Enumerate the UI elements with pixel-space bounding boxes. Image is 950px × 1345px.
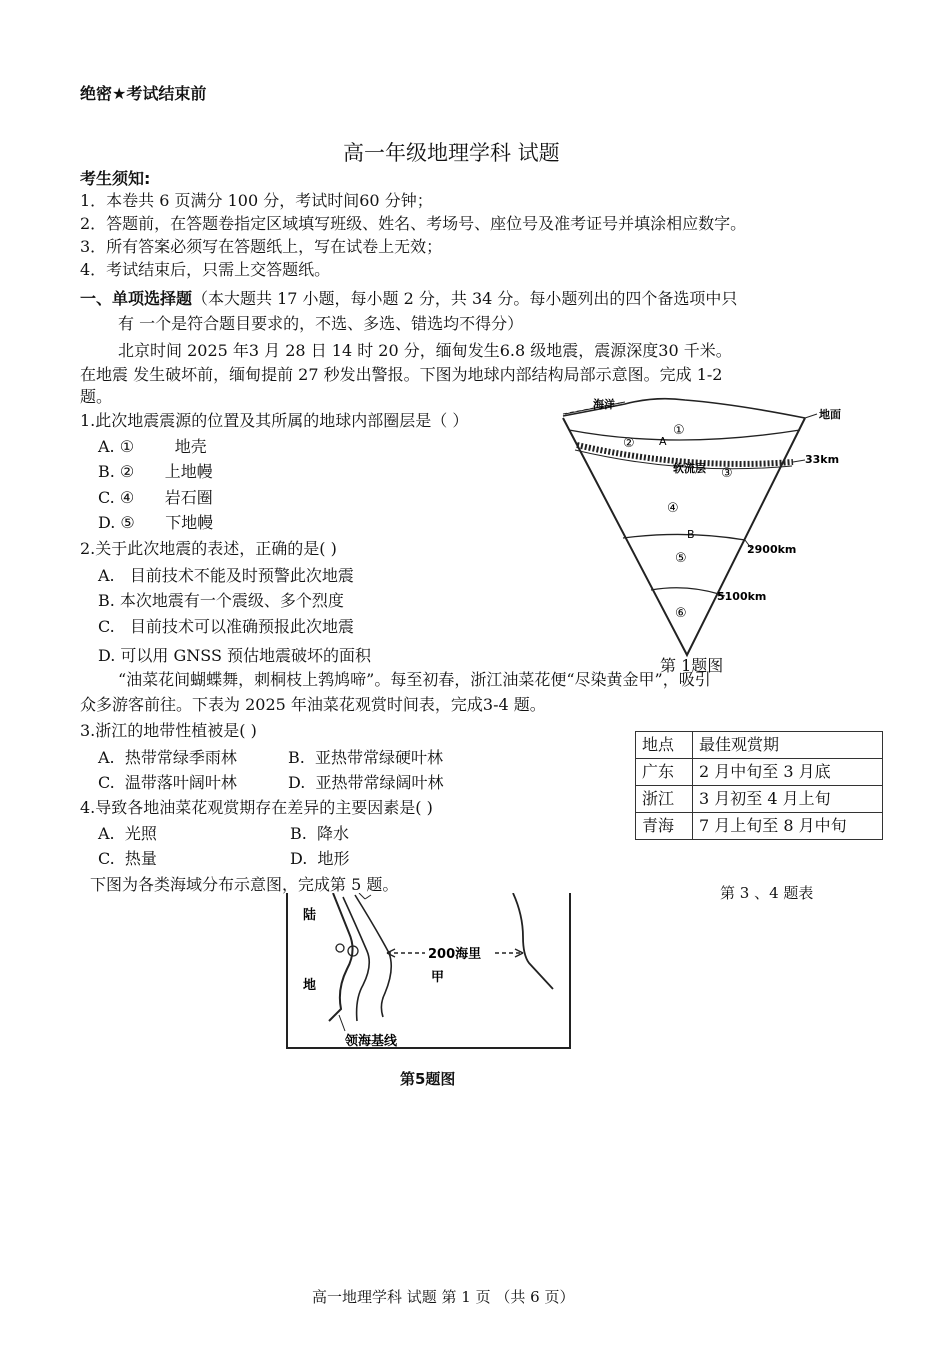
table-cell: 2 月中旬至 3 月底 [693,759,883,786]
layer-6-label: ⑥ [675,606,687,621]
table-cell: 浙江 [636,786,693,813]
land-label: 陆 [303,908,317,923]
layer-2-label: ② [623,436,635,451]
option: B. ② 上地幔 [98,462,213,481]
section-desc: （本大题共 17 小题，每小题 2 分，共 34 分。每小题列出的四个备选项中只 [192,289,738,308]
200nm-label: 200海里 [428,947,482,962]
option: D. ⑤ 下地幔 [98,513,214,532]
surface-label: 地面 [819,408,841,421]
notice-item: 1．本卷共 6 页满分 100 分，考试时间60 分钟； [80,191,433,210]
option: C. 热量 [98,849,157,868]
table-header-row [636,732,883,759]
passage-line: 在地震 发生破坏前，缅甸提前 27 秒发出警报。下图为地球内部结构局部示意图。完成 1-2 [80,365,723,384]
option: B. 降水 [290,824,350,843]
option: A. 光照 [98,824,157,843]
table-cell: 3 月初至 4 月上旬 [693,786,883,813]
passage-line: 下图为各类海域分布示意图，完成第 5 题。 [90,875,399,894]
table-row [636,786,883,813]
option: D. 亚热带常绿阔叶林 [288,773,444,792]
question-stem: 3.浙江的地带性植被是( ) [80,721,257,740]
table-caption: 第 3 、4 题表 [720,884,814,902]
earth-interior-figure [555,390,855,680]
boundary-b-label: B [687,528,695,541]
secret-label: 绝密★考试结束前 [80,84,207,103]
table-row [636,813,883,840]
layer-5-label: ⑤ [675,551,687,566]
question-stem: 4.导致各地油菜花观赏期存在差异的主要因素是( ) [80,798,433,817]
option: A. 热带常绿季雨林 [98,748,237,767]
option: C. 温带落叶阔叶林 [98,773,237,792]
land-label: 地 [303,978,317,993]
figure1-caption: 第 1题图 [660,656,724,675]
ocean-label: 海洋 [593,398,615,411]
passage-line: “油菜花间蝴蝶舞，刺桐枝上鹁鸠啼”。每至初春，浙江油菜花便“尽染黄金甲”，吸引 [118,670,711,689]
table-cell: 7 月上旬至 8 月中旬 [693,813,883,840]
question-stem: 1.此次地震震源的位置及其所属的地球内部圈层是（ ） [80,411,469,430]
soft-layer-label: 软流层 [673,462,706,475]
option: C. 目前技术可以准确预报此次地震 [98,617,355,636]
passage-line: 众多游客前往。下表为 2025 年油菜花观赏时间表，完成3-4 题。 [80,695,546,714]
option: C. ④ 岩石圈 [98,488,213,507]
page-title: 高一年级地理学科 试题 [343,141,560,165]
notice-item: 2．答题前，在答题卷指定区域填写班级、姓名、考场号、座位号及准考证号并填涂相应数字。 [80,214,747,233]
viewing-period-table [635,731,883,840]
option: A. 目前技术不能及时预警此次地震 [98,566,354,585]
table-row [636,759,883,786]
section-heading: 一、单项选择题 [80,289,193,308]
layer-4-label: ④ [667,501,679,516]
notice-item: 4．考试结束后，只需上交答题纸。 [80,260,331,279]
notice-item: 3．所有答案必须写在答题纸上，写在试卷上无效； [80,237,443,256]
table-cell: 青海 [636,813,693,840]
option: D. 地形 [290,849,350,868]
question-stem: 2.关于此次地震的表述，正确的是( ) [80,539,337,558]
baseline-label: 领海基线 [345,1034,398,1049]
option: B. 亚热带常绿硬叶林 [288,748,444,767]
figure5-caption: 第5题图 [400,1070,456,1088]
section-header [80,288,737,310]
table-header: 最佳观赏期 [693,732,883,759]
boundary-a-label: A [659,435,667,448]
sea-area-figure [285,893,575,1093]
layer-3-label: ③ [721,466,733,481]
depth-5100km-label: 5100km [717,590,767,603]
table-header: 地点 [636,732,693,759]
section-desc-cont: 有 一个是符合题目要求的，不选、多选、错选均不得分） [118,314,524,333]
passage-line: 题。 [80,387,113,406]
option: B. 本次地震有一个震级、多个烈度 [98,591,344,610]
depth-33km-label: 33km [805,453,840,466]
option: D. 可以用 GNSS 预估地震破坏的面积 [98,646,372,665]
notice-heading: 考生须知: [80,169,151,188]
table-cell: 广东 [636,759,693,786]
option: A. ① 地壳 [98,437,207,456]
page-footer: 高一地理学科 试题 第 1 页 （共 6 页） [312,1288,575,1306]
depth-2900km-label: 2900km [747,543,797,556]
passage-line: 北京时间 2025 年3 月 28 日 14 时 20 分，缅甸发生6.8 级地震，震源深度30 千米。 [118,341,732,360]
sea-area-jia-label: 甲 [431,970,445,985]
layer-1-label: ① [673,423,685,438]
